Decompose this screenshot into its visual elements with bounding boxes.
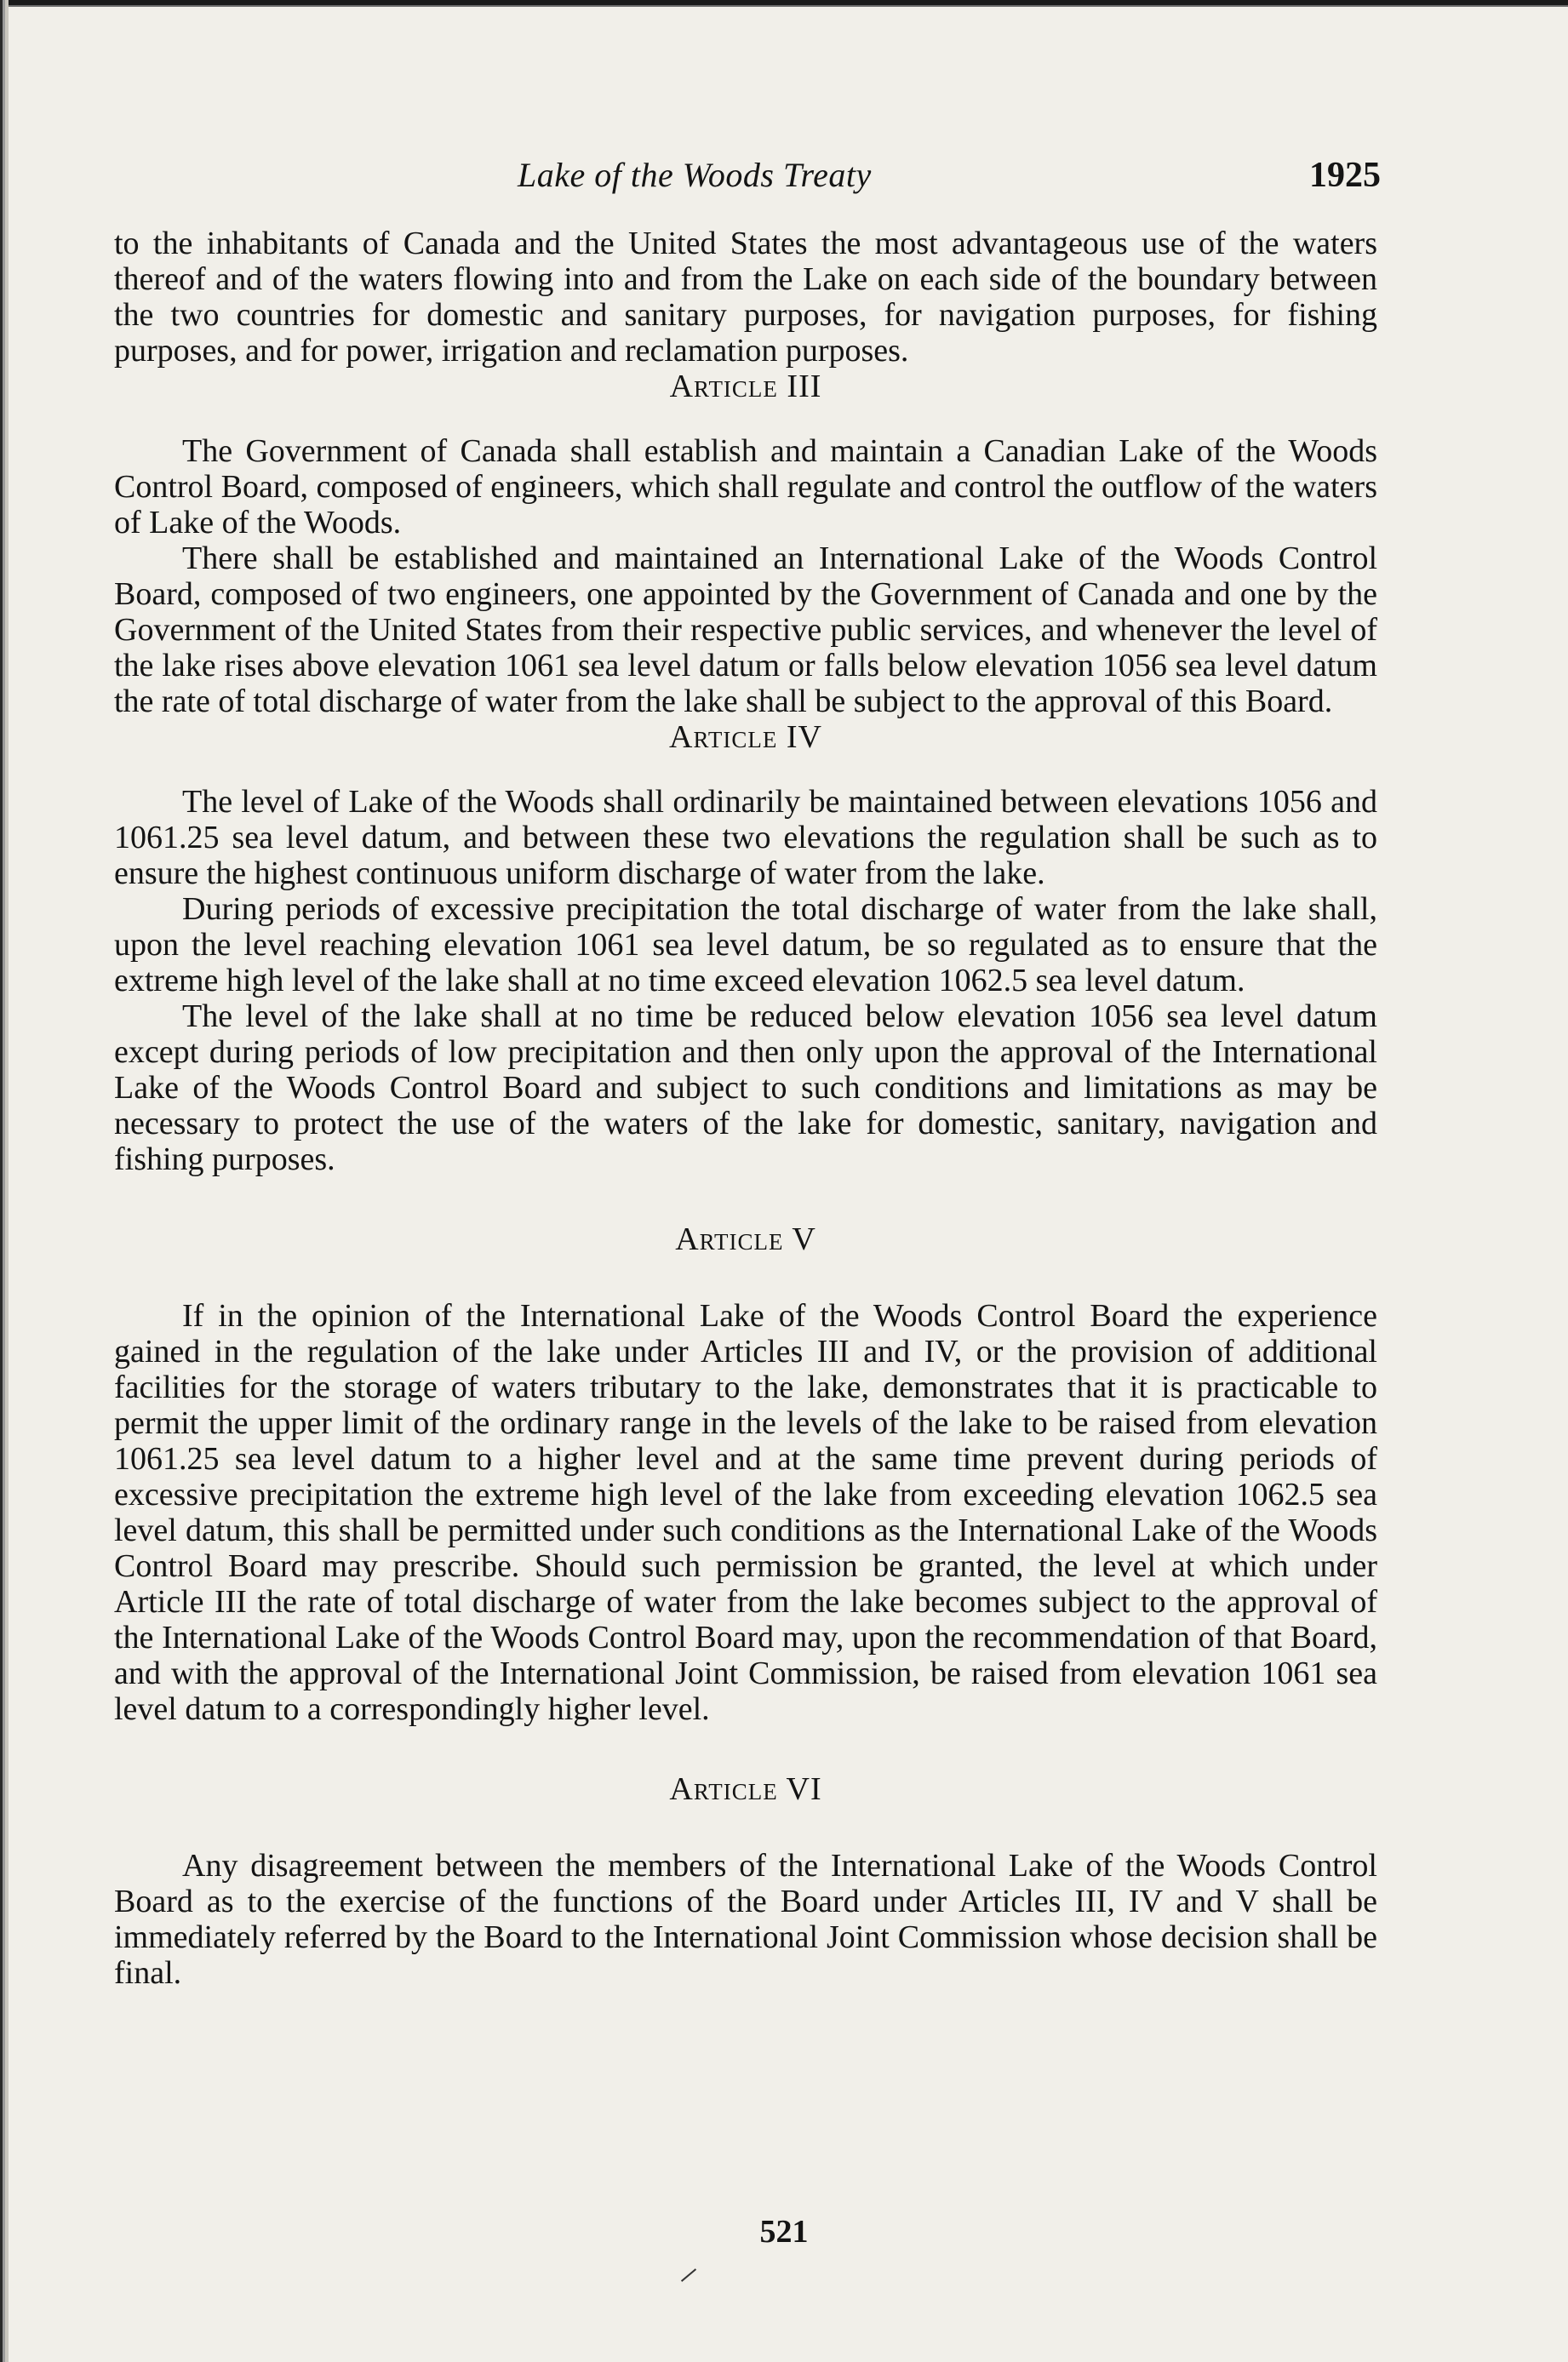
running-header-title: Lake of the Woods Treaty <box>518 156 872 194</box>
article-iii-paragraph-2: There shall be established and maintained an International Lake of the Woods Control Board, composed of two engineers, one appointed by the Government of Canada and one by the Government of the United States from their respective public services, and whenever the level of the lake rises above elevation 1061 sea level datum or falls below elevation 1056 sea level datum the rate of total discharge of water from the lake shall be subject to the approval of this Board. <box>114 540 1377 719</box>
page-top-edge <box>0 0 1568 10</box>
article-iv-paragraph-1: The level of Lake of the Woods shall ordinarily be maintained between elevations 1056 and 1061.25 sea level datum, and between these two elevations the regulation shall be such as to ensure the highest continuous uniform discharge of water from the lake. <box>114 784 1377 891</box>
page-left-binding-edge <box>0 0 14 2362</box>
article-iii-paragraph-1: The Government of Canada shall establish and maintain a Canadian Lake of the Woods Control Board, composed of engineers, which shall regulate and control the outflow of the waters of Lake of the Woods. <box>114 433 1377 540</box>
article-heading-vi: Article VI <box>669 1771 822 1807</box>
article-iv-paragraph-2: During periods of excessive precipitation the total discharge of water from the lake shall, upon the level reaching elevation 1061 sea level datum, be so regulated as to ensure that the extreme high level of the lake shall at no time exceed elevation 1062.5 sea level datum. <box>114 891 1377 998</box>
running-header-year: 1925 <box>1309 156 1381 195</box>
article-heading-iii: Article III <box>669 369 822 404</box>
article-heading-v: Article V <box>675 1221 816 1257</box>
article-heading-iv: Article IV <box>669 719 822 755</box>
article-iv-paragraph-3: The level of the lake shall at no time be reduced below elevation 1056 sea level datum except during periods of low precipitation and then only upon the approval of the International Lake of the Woods Control Board and subject to such conditions and limitations as may be necessary to protect the use of the waters of the lake for domestic, sanitary, navigation and fishing purposes. <box>114 998 1377 1177</box>
article-v-paragraph-1: If in the opinion of the International Lake of the Woods Control Board the experience gained in the regulation of the lake under Articles III and IV, or the provision of additional facilities for the storage of waters tributary to the lake, demonstrates that it is practicable to permit the upper limit of the ordinary range in the levels of the lake to be raised from elevation 1061.25 sea level datum to a higher level and at the same time prevent during periods of excessive precipitation the extreme high level of the lake from exceeding elevation 1062.5 sea level datum, this shall be permitted under such conditions as the International Lake of the Woods Control Board may prescribe. Should such permission be granted, the level at which under Article III the rate of total discharge of water from the lake becomes subject to the approval of the International Lake of the Woods Control Board may, upon the recommendation of that Board, and with the approval of the International Joint Commission, be raised from elevation 1061 sea level datum to a correspondingly higher level. <box>114 1298 1377 1727</box>
article-vi-paragraph-1: Any disagreement between the members of the International Lake of the Woods Control Board as to the exercise of the functions of the Board under Articles III, IV and V shall be immediately referred by the Board to the International Joint Commission whose decision shall be final. <box>114 1848 1377 1991</box>
running-header <box>111 155 1381 203</box>
intro-paragraph: to the inhabitants of Canada and the United States the most advantageous use of the waters thereof and of the waters flowing into and from the Lake on each side of the boundary between the two countries for domestic and sanitary purposes, for navigation purposes, for fishing purposes, and for power, irrigation and reclamation purposes. <box>114 226 1377 369</box>
page-number: 521 <box>759 2214 809 2250</box>
pencil-tick-mark <box>681 2268 696 2282</box>
treaty-text <box>114 226 1377 1991</box>
